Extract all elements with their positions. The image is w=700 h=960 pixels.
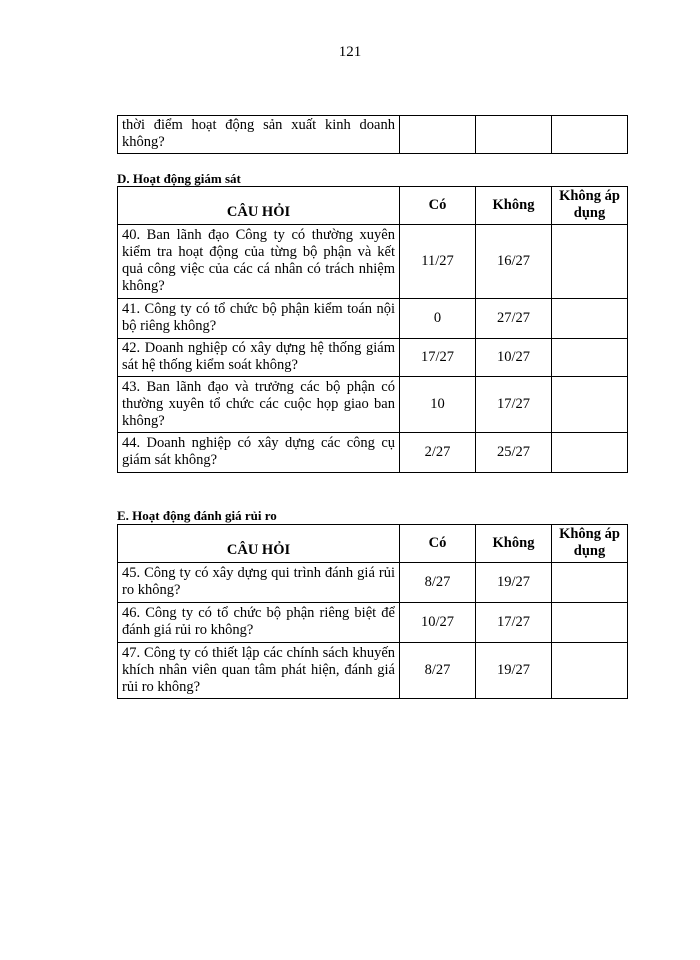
no-header: Không: [476, 525, 552, 563]
na-cell: [552, 603, 628, 643]
no-cell: 19/27: [476, 563, 552, 603]
na-cell: [552, 116, 628, 154]
yes-cell: 11/27: [400, 225, 476, 299]
table-row: [118, 225, 628, 299]
no-cell: 10/27: [476, 339, 552, 377]
yes-cell: [400, 116, 476, 154]
section-d-title: D. Hoạt động giám sát: [117, 171, 241, 186]
page-number: 121: [338, 44, 362, 60]
yes-cell: 8/27: [400, 643, 476, 699]
yes-cell: 17/27: [400, 339, 476, 377]
no-cell: 17/27: [476, 377, 552, 433]
na-header: Không áp dụng: [552, 525, 628, 563]
na-cell: [552, 643, 628, 699]
table-row: [118, 299, 628, 339]
question-header: CÂU HỎI: [118, 525, 400, 563]
na-cell: [552, 377, 628, 433]
table-row: [118, 116, 628, 154]
question-cell: 43. Ban lãnh đạo và trưởng các bộ phận có thường xuyên tổ chức các cuộc họp giao ban không?: [118, 377, 400, 433]
no-header: Không: [476, 187, 552, 225]
question-cell: 46. Công ty có tổ chức bộ phận riêng biệt để đánh giá rủi ro không?: [118, 603, 400, 643]
header-row: [118, 187, 628, 225]
question-cell: 47. Công ty có thiết lập các chính sách khuyến khích nhân viên quan tâm phát hiện, đánh giá rủi ro không?: [118, 643, 400, 699]
table-row: [118, 433, 628, 473]
no-cell: 16/27: [476, 225, 552, 299]
continuation-table: [117, 115, 628, 154]
no-cell: 27/27: [476, 299, 552, 339]
question-cell: 42. Doanh nghiệp có xây dựng hệ thống giám sát hệ thống kiểm soát không?: [118, 339, 400, 377]
na-cell: [552, 225, 628, 299]
table-row: [118, 603, 628, 643]
yes-header: Có: [400, 525, 476, 563]
question-header: CÂU HỎI: [118, 187, 400, 225]
table-row: [118, 643, 628, 699]
table-row: [118, 339, 628, 377]
question-cell: 41. Công ty có tổ chức bộ phận kiểm toán nội bộ riêng không?: [118, 299, 400, 339]
na-cell: [552, 299, 628, 339]
no-cell: [476, 116, 552, 154]
yes-cell: 0: [400, 299, 476, 339]
na-header: Không áp dụng: [552, 187, 628, 225]
yes-cell: 2/27: [400, 433, 476, 473]
question-cell: 44. Doanh nghiệp có xây dựng các công cụ giám sát không?: [118, 433, 400, 473]
yes-cell: 10/27: [400, 603, 476, 643]
table-row: [118, 377, 628, 433]
no-cell: 25/27: [476, 433, 552, 473]
table-row: [118, 563, 628, 603]
header-row: [118, 525, 628, 563]
yes-cell: 8/27: [400, 563, 476, 603]
section-e-title: E. Hoạt động đánh giá rủi ro: [117, 508, 277, 523]
section-d-table: [117, 186, 628, 473]
na-cell: [552, 433, 628, 473]
yes-cell: 10: [400, 377, 476, 433]
question-cell: 40. Ban lãnh đạo Công ty có thường xuyên kiểm tra hoạt động của từng bộ phận và kết quả công việc của các cá nhân có trách nhiệm không?: [118, 225, 400, 299]
question-cell: thời điểm hoạt động sản xuất kinh doanh không?: [118, 116, 400, 154]
no-cell: 17/27: [476, 603, 552, 643]
question-cell: 45. Công ty có xây dựng qui trình đánh giá rủi ro không?: [118, 563, 400, 603]
na-cell: [552, 339, 628, 377]
na-cell: [552, 563, 628, 603]
yes-header: Có: [400, 187, 476, 225]
no-cell: 19/27: [476, 643, 552, 699]
section-e-table: [117, 524, 628, 699]
